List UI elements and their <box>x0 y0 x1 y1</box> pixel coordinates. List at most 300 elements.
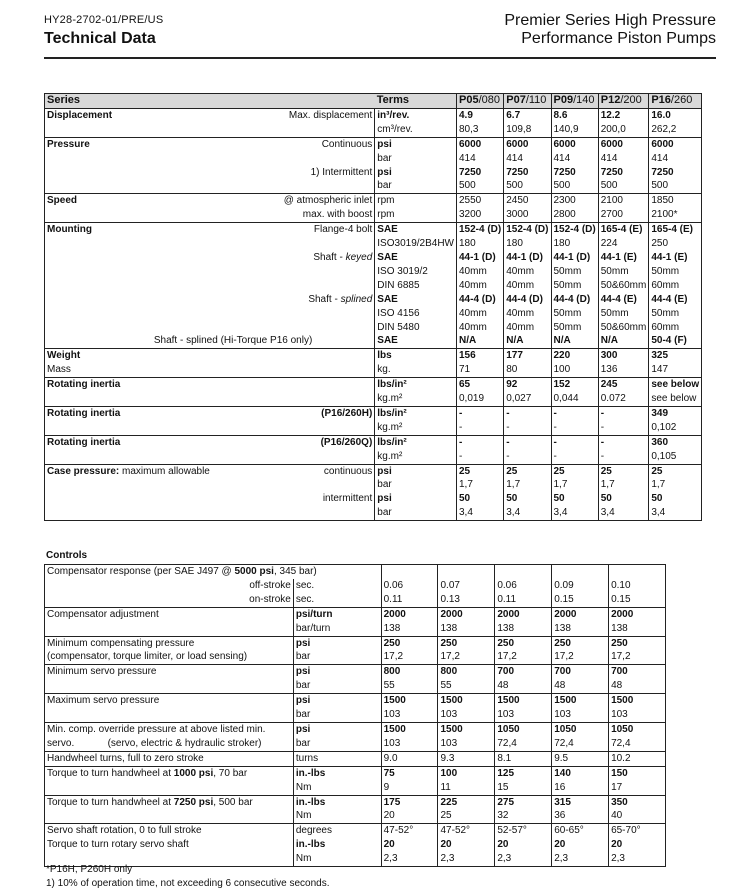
control-label: Torque to turn rotary servo shaft <box>45 838 294 852</box>
spec-value: - <box>598 421 649 435</box>
spec-value: 50 <box>551 492 598 506</box>
spec-condition <box>212 237 375 251</box>
spec-value: 100 <box>551 363 598 377</box>
product-title <box>504 12 716 48</box>
spec-value: 147 <box>649 363 702 377</box>
spec-value: N/A <box>504 334 551 348</box>
spec-value: 2550 <box>457 194 504 208</box>
control-value <box>552 565 609 579</box>
spec-value: - <box>457 421 504 435</box>
spec-category <box>45 506 212 520</box>
control-label-after: , 345 bar) <box>273 566 317 577</box>
spec-condition: Flange-4 bolt <box>212 223 375 237</box>
control-value <box>495 565 552 579</box>
spec-condition <box>153 334 375 348</box>
spec-category <box>45 321 212 335</box>
control-value: 20 <box>438 838 495 852</box>
spec-category <box>45 237 212 251</box>
control-value: 17,2 <box>495 650 552 664</box>
spec-category <box>45 293 212 307</box>
control-row <box>45 809 666 823</box>
control-value: 138 <box>552 622 609 636</box>
control-label-text: Compensator response (per SAE J497 @ <box>47 566 235 577</box>
model-header <box>551 94 598 109</box>
spec-value: 4.9 <box>457 108 504 122</box>
control-value: 55 <box>438 679 495 693</box>
control-value: 175 <box>381 795 438 809</box>
header-spacer <box>212 94 375 109</box>
spec-value: 325 <box>649 349 702 363</box>
specs-header-row <box>45 94 702 109</box>
spec-row <box>45 321 702 335</box>
spec-term: ISO3019/2B4HW <box>375 237 457 251</box>
control-value: 20 <box>381 838 438 852</box>
spec-term: SAE <box>375 293 457 307</box>
control-label: on-stroke <box>45 593 294 607</box>
control-row <box>45 565 666 579</box>
control-value: 315 <box>552 795 609 809</box>
spec-value: 80 <box>504 363 551 377</box>
spec-condition: Max. displacement <box>212 108 375 122</box>
spec-term: lbs/in² <box>375 435 457 449</box>
spec-value: 180 <box>457 237 504 251</box>
spec-value: 3,4 <box>551 506 598 520</box>
control-term: turns <box>293 751 381 766</box>
spec-row <box>45 265 702 279</box>
spec-value: 1,7 <box>457 478 504 492</box>
control-value: 2000 <box>552 607 609 621</box>
spec-condition <box>212 279 375 293</box>
spec-value: 152 <box>551 378 598 392</box>
product-title-line1: Premier Series High Pressure <box>504 12 716 29</box>
control-value: 700 <box>495 665 552 679</box>
spec-term: psi <box>375 492 457 506</box>
spec-value: 0,105 <box>649 450 702 464</box>
spec-value: 0,102 <box>649 421 702 435</box>
spec-value: 40mm <box>457 321 504 335</box>
control-value: 0.09 <box>552 579 609 593</box>
model-code: P12 <box>600 94 621 106</box>
spec-value: 500 <box>649 179 702 193</box>
control-value: 150 <box>609 766 666 780</box>
spec-value: - <box>504 450 551 464</box>
model-code: P05 <box>459 94 479 106</box>
spec-term: kg.m² <box>375 450 457 464</box>
spec-value: 40mm <box>504 279 551 293</box>
control-value: 103 <box>609 708 666 722</box>
spec-value: 2700 <box>598 208 649 222</box>
spec-value: - <box>457 435 504 449</box>
spec-value: 80,3 <box>457 123 504 137</box>
spec-value: 6000 <box>598 137 649 151</box>
spec-value: 3200 <box>457 208 504 222</box>
spec-value: 25 <box>598 464 649 478</box>
spec-category <box>45 152 212 166</box>
spec-condition: Continuous <box>212 137 375 151</box>
spec-category <box>45 307 212 321</box>
spec-condition: @ atmospheric inlet <box>212 194 375 208</box>
spec-row <box>45 421 702 435</box>
spec-value: 152-4 (D) <box>457 223 504 237</box>
control-row <box>45 636 666 650</box>
spec-row <box>45 464 702 478</box>
spec-value: 1,7 <box>649 478 702 492</box>
spec-value: 2100* <box>649 208 702 222</box>
control-value: 700 <box>609 665 666 679</box>
spec-value: 50&60mm <box>598 321 649 335</box>
spec-value: 2300 <box>551 194 598 208</box>
spec-condition <box>212 478 375 492</box>
spec-category <box>45 421 212 435</box>
spec-value: 40mm <box>504 265 551 279</box>
spec-row <box>45 152 702 166</box>
spec-category <box>45 279 212 293</box>
spec-value: 1,7 <box>551 478 598 492</box>
spec-value: 140,9 <box>551 123 598 137</box>
spec-value: 50mm <box>649 307 702 321</box>
control-value: 0.07 <box>438 579 495 593</box>
control-value: 25 <box>438 809 495 823</box>
control-row <box>45 852 666 866</box>
control-label: servo. (servo, electric & hydraulic stroker) <box>45 737 294 751</box>
control-value: 1500 <box>552 694 609 708</box>
spec-value: - <box>598 406 649 420</box>
control-value: 1050 <box>495 722 552 736</box>
control-value: 36 <box>552 809 609 823</box>
control-term: degrees <box>293 824 381 838</box>
control-value: 0.13 <box>438 593 495 607</box>
control-row <box>45 824 666 838</box>
control-value: 17 <box>609 781 666 795</box>
spec-row <box>45 237 702 251</box>
spec-value: 7250 <box>457 166 504 180</box>
spec-row <box>45 223 702 237</box>
control-label: (compensator, torque limiter, or load sensing) <box>45 650 294 664</box>
spec-term: DIN 5480 <box>375 321 457 335</box>
control-label <box>45 708 294 722</box>
spec-category <box>45 392 212 406</box>
control-row <box>45 766 666 780</box>
control-value: 11 <box>438 781 495 795</box>
spec-condition <box>212 392 375 406</box>
control-value: 48 <box>552 679 609 693</box>
spec-value: 50 <box>649 492 702 506</box>
spec-row <box>45 179 702 193</box>
control-value: 2000 <box>438 607 495 621</box>
spec-term: bar <box>375 478 457 492</box>
spec-row <box>45 406 702 420</box>
control-value: 32 <box>495 809 552 823</box>
spec-value: 0,027 <box>504 392 551 406</box>
control-row <box>45 838 666 852</box>
control-value: 800 <box>438 665 495 679</box>
spec-value: 50 <box>504 492 551 506</box>
document-title: Technical Data <box>44 30 156 47</box>
control-value: 0.15 <box>609 593 666 607</box>
spec-value: 50mm <box>551 321 598 335</box>
spec-value: 50 <box>457 492 504 506</box>
control-value: 2000 <box>381 607 438 621</box>
spec-value: 245 <box>598 378 649 392</box>
control-value: 17,2 <box>609 650 666 664</box>
spec-value: 16.0 <box>649 108 702 122</box>
spec-row <box>45 123 702 137</box>
model-code: P16 <box>651 94 671 106</box>
spec-value: 25 <box>649 464 702 478</box>
control-term: psi/turn <box>293 607 381 621</box>
spec-value: N/A <box>457 334 504 348</box>
spec-condition <box>212 378 375 392</box>
spec-value: 220 <box>551 349 598 363</box>
spec-category-suffix: maximum allowable <box>119 465 210 477</box>
spec-value: 40mm <box>504 307 551 321</box>
spec-category <box>45 478 212 492</box>
spec-term: rpm <box>375 208 457 222</box>
spec-value: 152-4 (D) <box>551 223 598 237</box>
control-label <box>45 679 294 693</box>
control-value: 9 <box>381 781 438 795</box>
spec-row <box>45 478 702 492</box>
spec-value: 44-4 (D) <box>504 293 551 307</box>
control-value: 250 <box>495 636 552 650</box>
control-value: 1500 <box>438 722 495 736</box>
spec-category: Mounting <box>45 223 212 237</box>
controls-section-title: Controls <box>46 550 88 561</box>
spec-condition-italic: splined <box>340 293 373 305</box>
control-value: 0.11 <box>495 593 552 607</box>
control-value <box>609 565 666 579</box>
model-size: /110 <box>525 94 547 106</box>
spec-value: see below <box>649 392 702 406</box>
control-value: 17,2 <box>381 650 438 664</box>
spec-value: 50 <box>598 492 649 506</box>
spec-row <box>45 435 702 449</box>
spec-value: N/A <box>551 334 598 348</box>
control-label: Servo shaft rotation, 0 to full stroke <box>45 824 294 838</box>
spec-value: 6000 <box>551 137 598 151</box>
spec-value: 156 <box>457 349 504 363</box>
spec-condition: max. with boost <box>302 209 373 221</box>
control-label: Minimum servo pressure <box>45 665 294 679</box>
control-value: 350 <box>609 795 666 809</box>
spec-category: Rotating inertia <box>45 406 212 420</box>
spec-value: 50mm <box>551 307 598 321</box>
spec-row <box>45 363 702 377</box>
spec-value: 44-4 (E) <box>649 293 702 307</box>
spec-value: 71 <box>457 363 504 377</box>
spec-category-bold: Case pressure: <box>47 465 120 477</box>
spec-condition <box>212 349 375 363</box>
spec-value: 414 <box>551 152 598 166</box>
spec-condition <box>212 251 375 265</box>
control-row <box>45 679 666 693</box>
spec-value: - <box>551 421 598 435</box>
model-size: /200 <box>620 94 642 106</box>
spec-row <box>45 492 702 506</box>
spec-value: 92 <box>504 378 551 392</box>
control-row <box>45 795 666 809</box>
spec-value: - <box>504 435 551 449</box>
spec-value: 1,7 <box>598 478 649 492</box>
control-value: 138 <box>495 622 552 636</box>
control-value: 700 <box>552 665 609 679</box>
spec-category: Mass <box>47 364 71 376</box>
spec-term: SAE <box>375 251 457 265</box>
control-row <box>45 708 666 722</box>
spec-term: bar <box>375 506 457 520</box>
spec-value: 50mm <box>598 265 649 279</box>
controls-table <box>44 564 666 867</box>
control-value: 250 <box>381 636 438 650</box>
control-value: 9.5 <box>552 751 609 766</box>
document-id: HY28-2702-01/PRE/US <box>44 14 164 26</box>
control-value: 52-57° <box>495 824 552 838</box>
spec-term: bar <box>375 179 457 193</box>
control-value: 103 <box>381 708 438 722</box>
control-term: sec. <box>295 579 315 591</box>
control-label-bold: 5000 psi <box>234 566 274 577</box>
control-value: 2,3 <box>609 852 666 866</box>
spec-value: 50mm <box>551 265 598 279</box>
spec-row <box>45 392 702 406</box>
spec-value: 50mm <box>551 279 598 293</box>
control-value: 40 <box>609 809 666 823</box>
spec-row <box>45 293 702 307</box>
spec-value: 6000 <box>504 137 551 151</box>
control-value: 48 <box>609 679 666 693</box>
control-value: 48 <box>495 679 552 693</box>
control-value: 75 <box>381 766 438 780</box>
control-value: 250 <box>438 636 495 650</box>
spec-value: 0,019 <box>457 392 504 406</box>
control-value: 138 <box>381 622 438 636</box>
control-value: 250 <box>552 636 609 650</box>
spec-value: 500 <box>551 179 598 193</box>
spec-row <box>45 251 702 265</box>
control-row <box>45 579 666 593</box>
spec-term: ISO 3019/2 <box>375 265 457 279</box>
spec-value: 40mm <box>504 321 551 335</box>
control-row <box>45 593 666 607</box>
spec-value: 25 <box>457 464 504 478</box>
control-value: 60-65° <box>552 824 609 838</box>
spec-category <box>45 123 212 137</box>
spec-term: kg. <box>375 363 457 377</box>
spec-value: - <box>598 450 649 464</box>
spec-category <box>45 251 212 265</box>
spec-value: 44-1 (E) <box>598 251 649 265</box>
spec-value: 44-1 (E) <box>649 251 702 265</box>
control-label-text: Torque to turn handwheel at <box>47 796 174 808</box>
spec-value: 50mm <box>598 307 649 321</box>
control-value: 72,4 <box>552 737 609 751</box>
control-value: 0.06 <box>495 579 552 593</box>
document-header <box>44 14 163 48</box>
spec-category <box>45 450 212 464</box>
spec-value: 50&60mm <box>598 279 649 293</box>
spec-condition-text: Shaft - splined (Hi-Torque P16 only) <box>153 335 313 347</box>
footnote-p16h: *P16H, P260H only <box>46 864 133 875</box>
spec-row <box>45 506 702 520</box>
model-code: P09 <box>553 94 574 106</box>
spec-value: 1,7 <box>504 478 551 492</box>
control-value: 55 <box>381 679 438 693</box>
model-size: /080 <box>478 94 500 106</box>
spec-value: 0,044 <box>551 392 598 406</box>
control-value: 2,3 <box>438 852 495 866</box>
spec-condition <box>212 123 375 137</box>
spec-value: 200,0 <box>598 123 649 137</box>
control-label-text: Torque to turn handwheel at <box>47 767 174 779</box>
control-term: bar <box>295 737 311 749</box>
spec-value: 2450 <box>504 194 551 208</box>
control-value: 103 <box>552 708 609 722</box>
control-value: 138 <box>609 622 666 636</box>
spec-value: 500 <box>504 179 551 193</box>
spec-category: Rotating inertia <box>45 435 212 449</box>
spec-category: Speed <box>45 194 212 208</box>
control-term: psi <box>293 636 381 650</box>
control-value: 1050 <box>609 722 666 736</box>
spec-row <box>45 349 702 363</box>
spec-condition: (P16/260Q) <box>212 435 375 449</box>
spec-row <box>45 279 702 293</box>
control-value: 103 <box>438 708 495 722</box>
spec-condition-prefix: Shaft - <box>308 293 341 305</box>
spec-category <box>45 464 212 478</box>
spec-value: 7250 <box>504 166 551 180</box>
spec-value: 60mm <box>649 279 702 293</box>
spec-term: kg.m² <box>375 421 457 435</box>
control-value: 16 <box>552 781 609 795</box>
spec-value: 177 <box>504 349 551 363</box>
control-label <box>45 809 294 823</box>
spec-row <box>45 378 702 392</box>
control-value: 103 <box>438 737 495 751</box>
spec-value: 300 <box>598 349 649 363</box>
spec-value: 12.2 <box>598 108 649 122</box>
spec-value: 349 <box>649 406 702 420</box>
spec-value: 8.6 <box>551 108 598 122</box>
spec-term: SAE <box>375 334 457 348</box>
spec-value: 136 <box>598 363 649 377</box>
control-value: 2000 <box>609 607 666 621</box>
spec-category: Displacement <box>45 108 212 122</box>
spec-term: ISO 4156 <box>375 307 457 321</box>
control-term: in.-lbs <box>293 795 381 809</box>
control-label: off-stroke <box>45 579 294 593</box>
control-term: psi <box>293 694 381 708</box>
spec-value: see below <box>649 378 702 392</box>
spec-value: N/A <box>598 334 649 348</box>
control-label-after: , 70 bar <box>213 767 248 779</box>
control-value: 65-70° <box>609 824 666 838</box>
spec-term: rpm <box>375 194 457 208</box>
control-value: 72,4 <box>609 737 666 751</box>
control-value: 2,3 <box>495 852 552 866</box>
spec-value: - <box>551 450 598 464</box>
control-value: 20 <box>552 838 609 852</box>
product-title-line2: Performance Piston Pumps <box>521 30 716 47</box>
spec-value: 7250 <box>598 166 649 180</box>
spec-value: 500 <box>598 179 649 193</box>
control-label-after: , 500 bar <box>213 796 253 808</box>
control-value: 1500 <box>609 694 666 708</box>
control-label-bold: 7250 psi <box>173 796 214 808</box>
spec-row <box>45 194 702 208</box>
spec-row <box>45 450 702 464</box>
control-value: 15 <box>495 781 552 795</box>
